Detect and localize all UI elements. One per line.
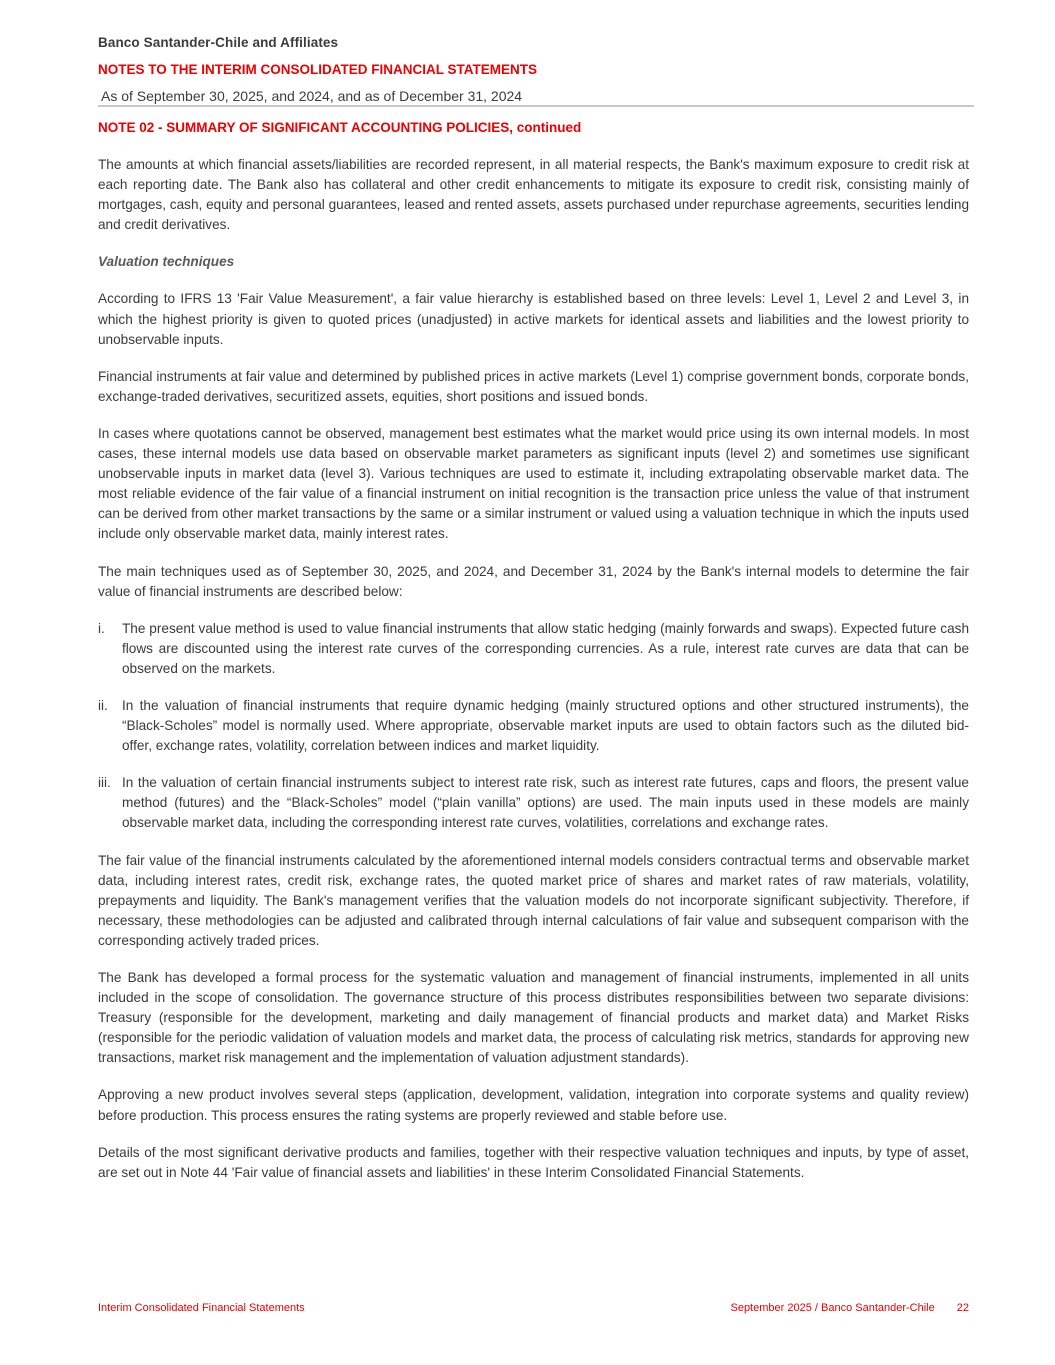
list-marker: iii. [98, 775, 111, 791]
note-heading: NOTE 02 - SUMMARY OF SIGNIFICANT ACCOUNTING POLICIES, continued [98, 120, 582, 135]
paragraph-internal-models: In cases where quotations cannot be observed, management best estimates what the market would price using its own internal models. In most cases, these internal models use data based on observable market parameters as significant inputs (level 2) and sometimes use significant unobservable inputs in market data (level 3). Various techniques are used to estimate it, including extrapolating observable market data. The most reliable evidence of the fair value of a financial instrument on initial recognition is the transaction price unless the value of that instrument can be derived from other market transactions by the same or a similar instrument or valued using a valuation technique in which the inputs used include only observable market data, mainly interest rates. [98, 425, 969, 542]
paragraph-note-44-reference: Details of the most significant derivative products and families, together with their respective valuation techniques and inputs, by type of asset, are set out in Note 44 'Fair value of financial assets and liabilities' in these Interim Consolidated Financial Statements. [98, 1144, 969, 1180]
list-text: In the valuation of financial instruments that require dynamic hedging (mainly structured options and other structured instruments), the “Black-Scholes” model is normally used. Where appropriate, observable market inputs are used to obtain factors such as the diluted bid-offer, exchange rates, volatility, correlation between indices and market liquidity. [122, 697, 969, 754]
footer-document-title: Interim Consolidated Financial Statements [98, 1302, 305, 1314]
list-item [98, 696, 969, 756]
subheading-valuation-techniques: Valuation techniques [98, 254, 235, 270]
footer-right [730, 1302, 969, 1314]
note-body [98, 155, 969, 1200]
reporting-period: As of September 30, 2025, and 2024, and as of December 31, 2024 [101, 88, 523, 104]
notes-title: NOTES TO THE INTERIM CONSOLIDATED FINANCIAL STATEMENTS [98, 62, 538, 77]
header-divider [98, 105, 974, 107]
footer-separator: / [811, 1302, 821, 1314]
list-item [98, 619, 969, 679]
list-text: In the valuation of certain financial instruments subject to interest rate risk, such as interest rate futures, caps and floors, the present value method (futures) and the “Black-Scholes” model (“plain vanilla” options) are used. The main inputs used in these models are mainly observable market data, including the corresponding interest rate curves, volatilities, correlations and exchange rates. [122, 775, 969, 831]
paragraph-new-product: Approving a new product involves several steps (application, development, validation, integration into corporate systems and quality review) before production. This process ensures the rating systems are properly reviewed and stable before use. [98, 1087, 969, 1123]
list-marker: i. [98, 620, 105, 636]
list-text: The present value method is used to value financial instruments that allow static hedging (mainly forwards and swaps). Expected future cash flows are discounted using the interest rate curves of the corresponding currencies. As a rule, interest rate curves are data that can be observed on the markets. [122, 620, 969, 676]
company-name: Banco Santander-Chile and Affiliates [98, 35, 339, 50]
list-item [98, 773, 969, 833]
paragraph-model-inputs: The fair value of the financial instruments calculated by the aforementioned internal models considers contractual terms and observable market data, including interest rates, credit risk, exchange rates, the quoted market price of shares and market rates of raw materials, volatility, prepayments and liquidity. The Bank's management verifies that the valuation models do not incorporate significant subjectivity. Therefore, if necessary, these methodologies can be adjusted and calibrated through internal calculations of fair value and subsequent comparison with the corresponding actively traded prices. [98, 852, 969, 948]
paragraph-governance: The Bank has developed a formal process for the systematic valuation and management of financial instruments, implemented in all units included in the scope of consolidation. The governance structure of this process distributes responsibilities between two separate divisions: Treasury (responsible for the development, marketing and daily management of financial products and market data) and Market Risks (responsible for the periodic validation of valuation models and market data, the process of calculating risk metrics, standards for approving new transactions, market risk management and the implementation of valuation adjustment standards). [98, 970, 969, 1066]
paragraph-credit-exposure: The amounts at which financial assets/liabilities are recorded represent, in all material respects, the Bank's maximum exposure to credit risk at each reporting date. The Bank also has collateral and other credit enhancements to mitigate its exposure to credit risk, consisting mainly of mortgages, cash, equity and personal guarantees, leased and rented assets, assets purchased under repurchase agreements, securities lending and credit derivatives. [98, 157, 969, 233]
footer-date: September 2025 [730, 1302, 812, 1314]
paragraph-fair-value-hierarchy: According to IFRS 13 'Fair Value Measurement', a fair value hierarchy is established based on three levels: Level 1, Level 2 and Level 3, in which the highest priority is given to quoted prices (unadjusted) in active markets for identical assets and liabilities and the lowest priority to unobservable inputs. [98, 291, 969, 347]
list-marker: ii. [98, 697, 108, 713]
paragraph-main-techniques: The main techniques used as of September 30, 2025, and 2024, and December 31, 2024 by the Bank's internal models to determine the fair value of financial instruments are described below: [98, 563, 969, 599]
paragraph-level-1: Financial instruments at fair value and determined by published prices in active markets (Level 1) comprise government bonds, corporate bonds, exchange-traded derivatives, securitized assets, equities, short positions and issued bonds. [98, 368, 969, 404]
page-number: 22 [956, 1302, 969, 1314]
footer-bank: Banco Santander-Chile [821, 1302, 935, 1314]
